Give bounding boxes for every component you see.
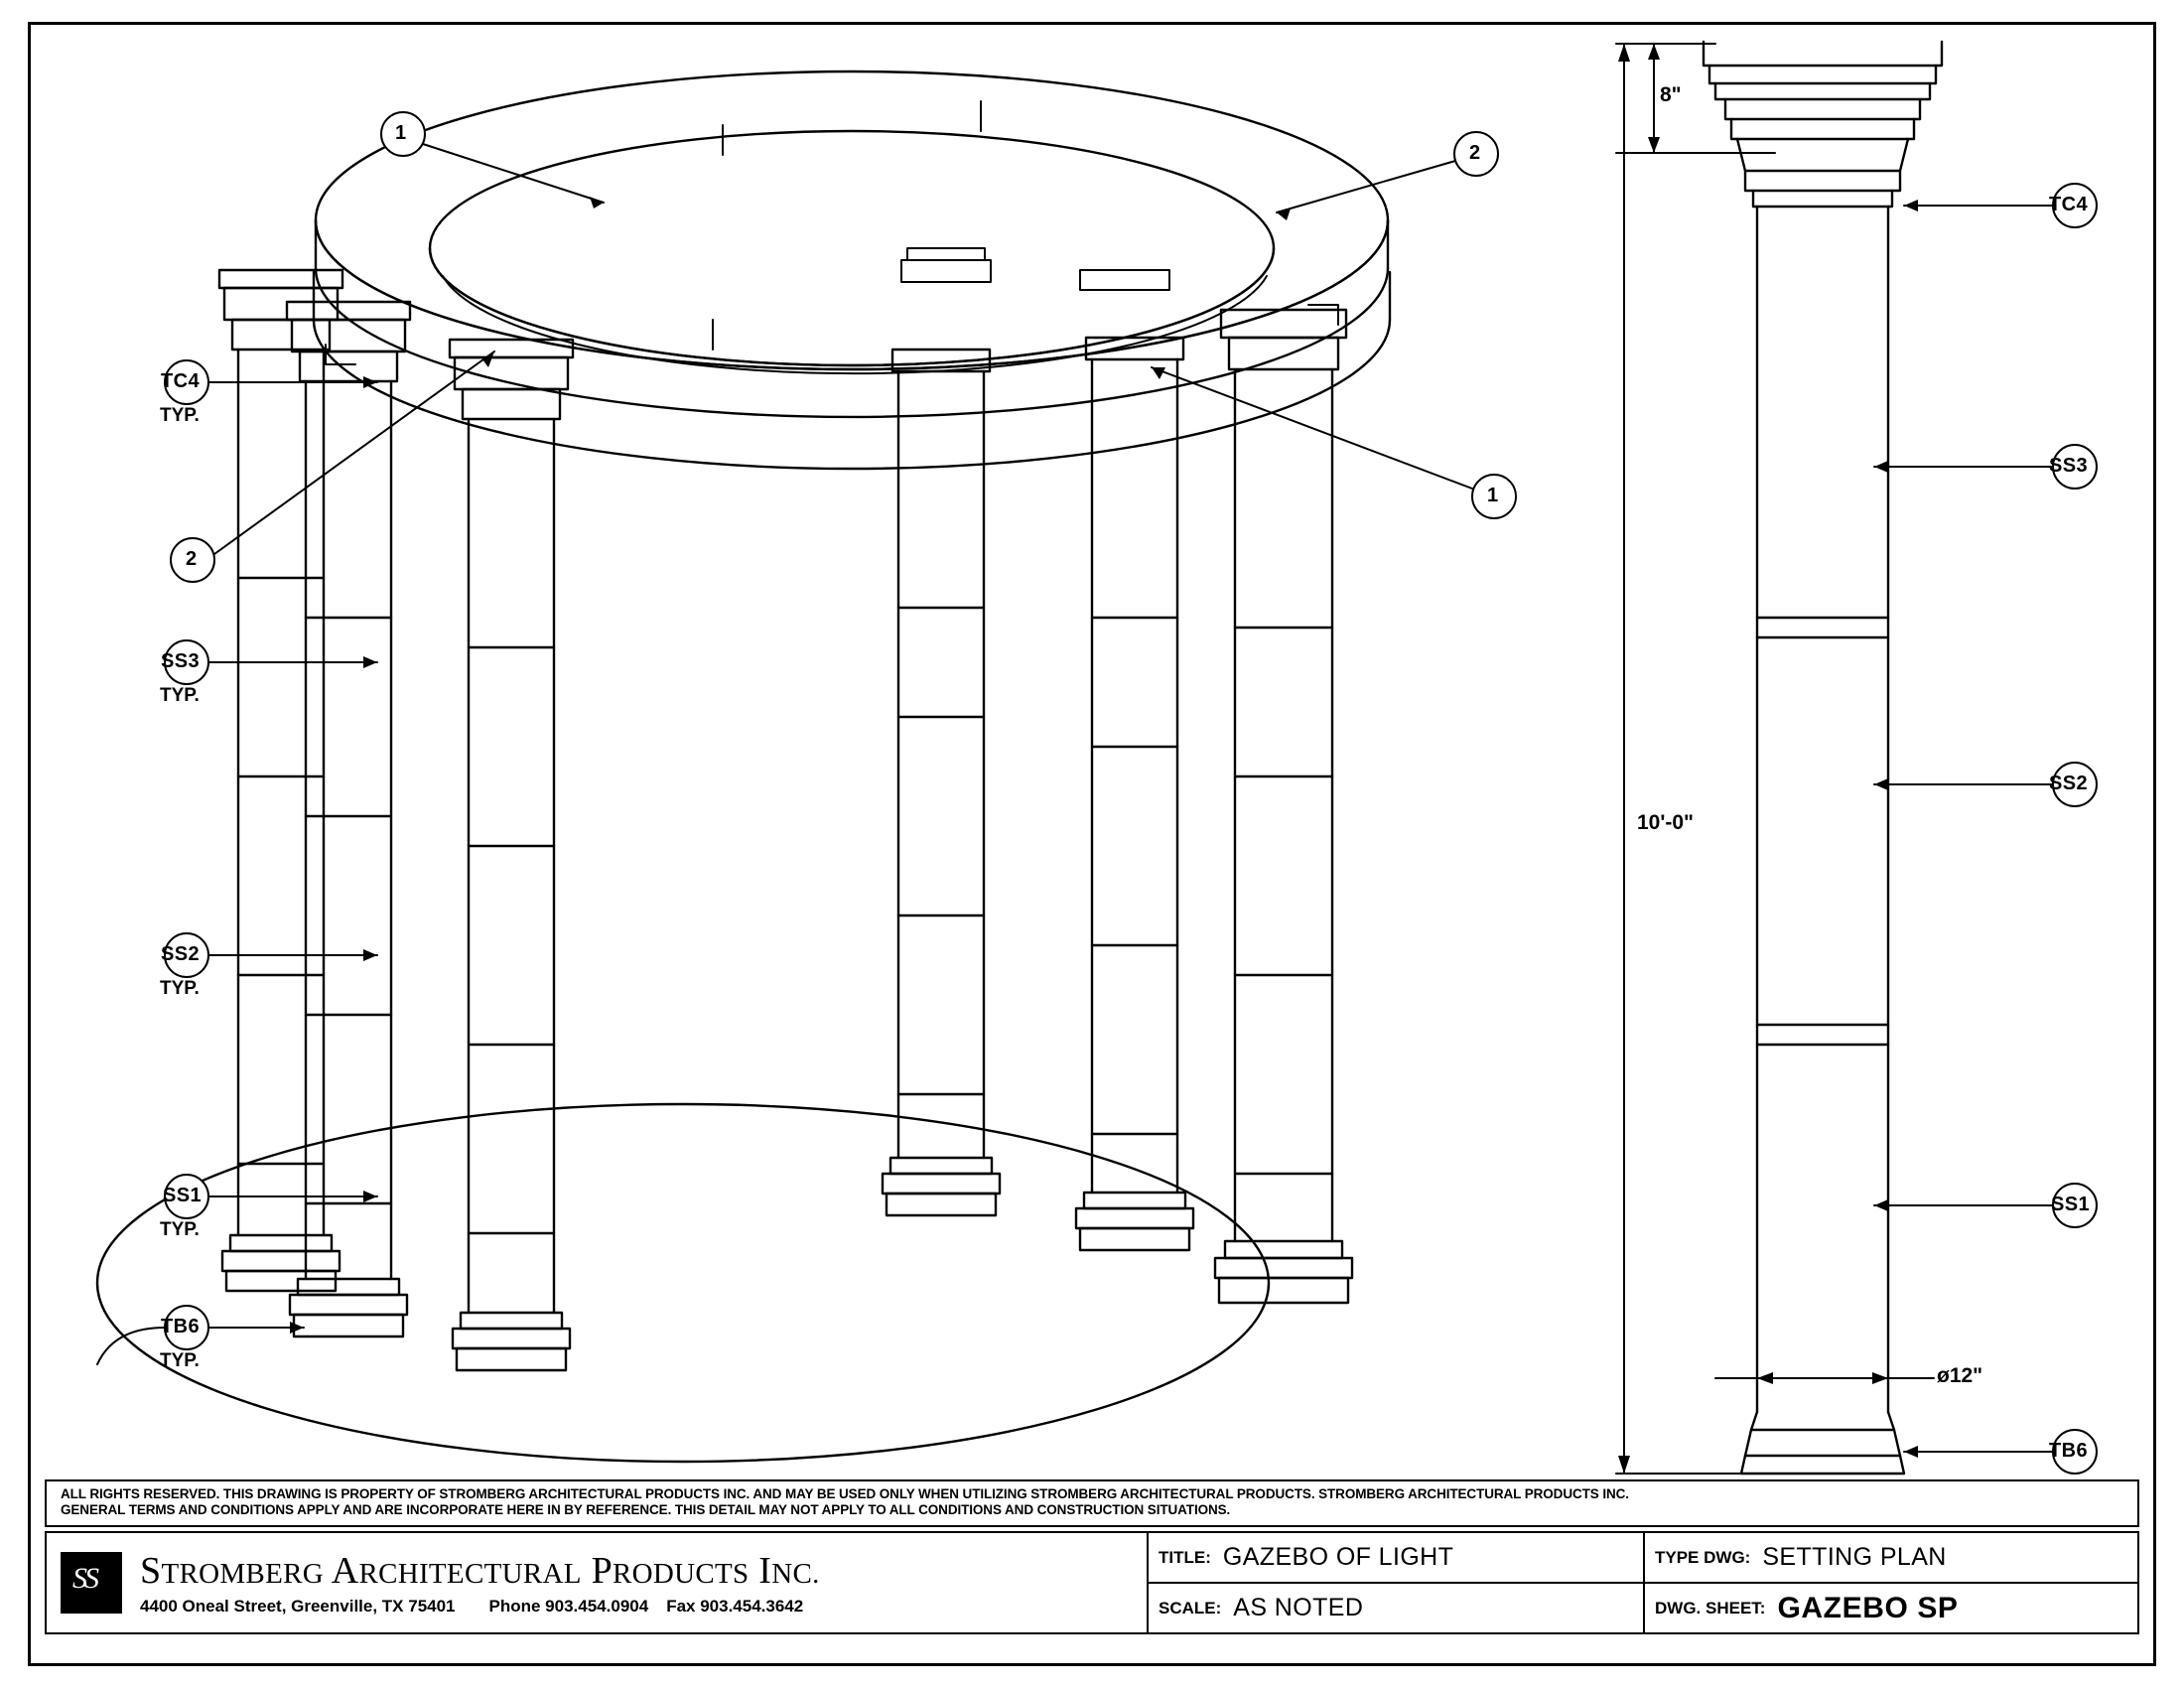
company-phone: Phone 903.454.0904 (488, 1596, 649, 1616)
company-name-arch: RCHITECTURAL (358, 1557, 582, 1590)
callout-ss2-elevation: SS2 (2049, 773, 2089, 794)
sheet-row (1645, 1584, 2137, 1632)
callout-ss1-perspective: SS1 (163, 1185, 203, 1206)
column-6 (1215, 310, 1352, 1303)
company-name-i: I (758, 1549, 772, 1592)
type-row (1645, 1533, 2137, 1584)
title-block (45, 1531, 2139, 1634)
legal-line-1: ALL RIGHTS RESERVED. THIS DRAWING IS PROPERTY OF STROMBERG ARCHITECTURAL PRODUCTS INC. AND MAY BE USED ONLY WHEN UTILIZING STROMBERG ARCHITECTURAL PRODUCTS. STROMBERG ARCHITECTURAL PRODUCTS INC. (61, 1486, 1629, 1501)
company-name-inc: NC. (771, 1557, 820, 1590)
callout-tc4-perspective: TC4 (161, 370, 200, 392)
scale-value: AS NOTED (1233, 1594, 1364, 1621)
callout-bubble-1-right: 1 (1487, 485, 1499, 506)
logo-glyph: SS (72, 1562, 96, 1595)
title-row (1149, 1533, 1643, 1584)
callout-tb6-typ: TYP. (160, 1350, 200, 1371)
callout-ss2-typ: TYP. (160, 978, 200, 999)
drawing-area (28, 22, 2156, 1666)
company-block (47, 1533, 1149, 1632)
callout-tc4-elevation: TC4 (2049, 194, 2088, 215)
technical-drawing (28, 22, 2156, 1666)
callout-ss3-perspective: SS3 (161, 650, 201, 672)
title-label: TITLE: (1159, 1547, 1211, 1567)
elevation-leaders (1874, 184, 2097, 1474)
legal-notice (45, 1479, 2139, 1527)
company-name-a: A (331, 1549, 359, 1592)
callout-tb6-elevation: TB6 (2049, 1440, 2088, 1462)
company-address: 4400 Oneal Street, Greenville, TX 75401 (140, 1596, 456, 1616)
company-fax: Fax 903.454.3642 (666, 1596, 804, 1616)
company-name-s: S (140, 1549, 162, 1592)
callout-ss1-elevation: SS1 (2051, 1194, 2091, 1215)
dimension-shaft-diameter: ø12" (1937, 1364, 1983, 1387)
sheet-value: GAZEBO SP (1777, 1591, 1959, 1624)
type-label: TYPE DWG: (1655, 1547, 1751, 1567)
sheet-label: DWG. SHEET: (1655, 1598, 1766, 1618)
callout-ss2-perspective: SS2 (161, 943, 201, 965)
column-1 (219, 270, 342, 1291)
legal-line-2: GENERAL TERMS AND CONDITIONS APPLY AND ARE INCORPORATE HERE IN BY REFERENCE. THIS DETAIL MAY NOT APPLY TO ALL CONDITIONS AND CONSTRUCTION SITUATIONS. (61, 1502, 1231, 1517)
column-5 (1076, 338, 1193, 1250)
title-scale-block (1149, 1533, 1645, 1632)
company-name-main: TROMBERG (161, 1557, 324, 1590)
callout-bubble-1-top: 1 (395, 122, 407, 144)
callout-bubble-2-left: 2 (186, 548, 198, 570)
elevation-dimensions (1616, 44, 1934, 1474)
callout-bubble-2-top: 2 (1469, 142, 1481, 164)
stromberg-logo-icon (61, 1552, 122, 1614)
elevation-column (1704, 42, 1942, 1474)
callout-ss3-typ: TYP. (160, 685, 200, 706)
callout-tc4-typ: TYP. (160, 405, 200, 426)
callout-ss3-elevation: SS3 (2049, 455, 2089, 477)
callout-ss1-typ: TYP. (160, 1219, 200, 1240)
dimension-cap-height: 8" (1660, 83, 1682, 106)
company-name-p: P (591, 1549, 614, 1592)
type-value: SETTING PLAN (1762, 1543, 1947, 1571)
title-value: GAZEBO OF LIGHT (1222, 1543, 1454, 1571)
column-4 (883, 350, 1000, 1215)
callout-tb6-perspective: TB6 (161, 1316, 200, 1337)
type-sheet-block (1645, 1533, 2137, 1632)
scale-label: SCALE: (1159, 1598, 1222, 1618)
column-3 (450, 340, 573, 1370)
dimension-overall-height: 10'-0" (1637, 811, 1694, 834)
company-name (140, 1550, 820, 1595)
company-name-prod: RODUCTS (613, 1557, 750, 1590)
entablature-ring (314, 71, 1390, 469)
scale-row (1149, 1584, 1643, 1632)
company-contact (140, 1597, 820, 1617)
